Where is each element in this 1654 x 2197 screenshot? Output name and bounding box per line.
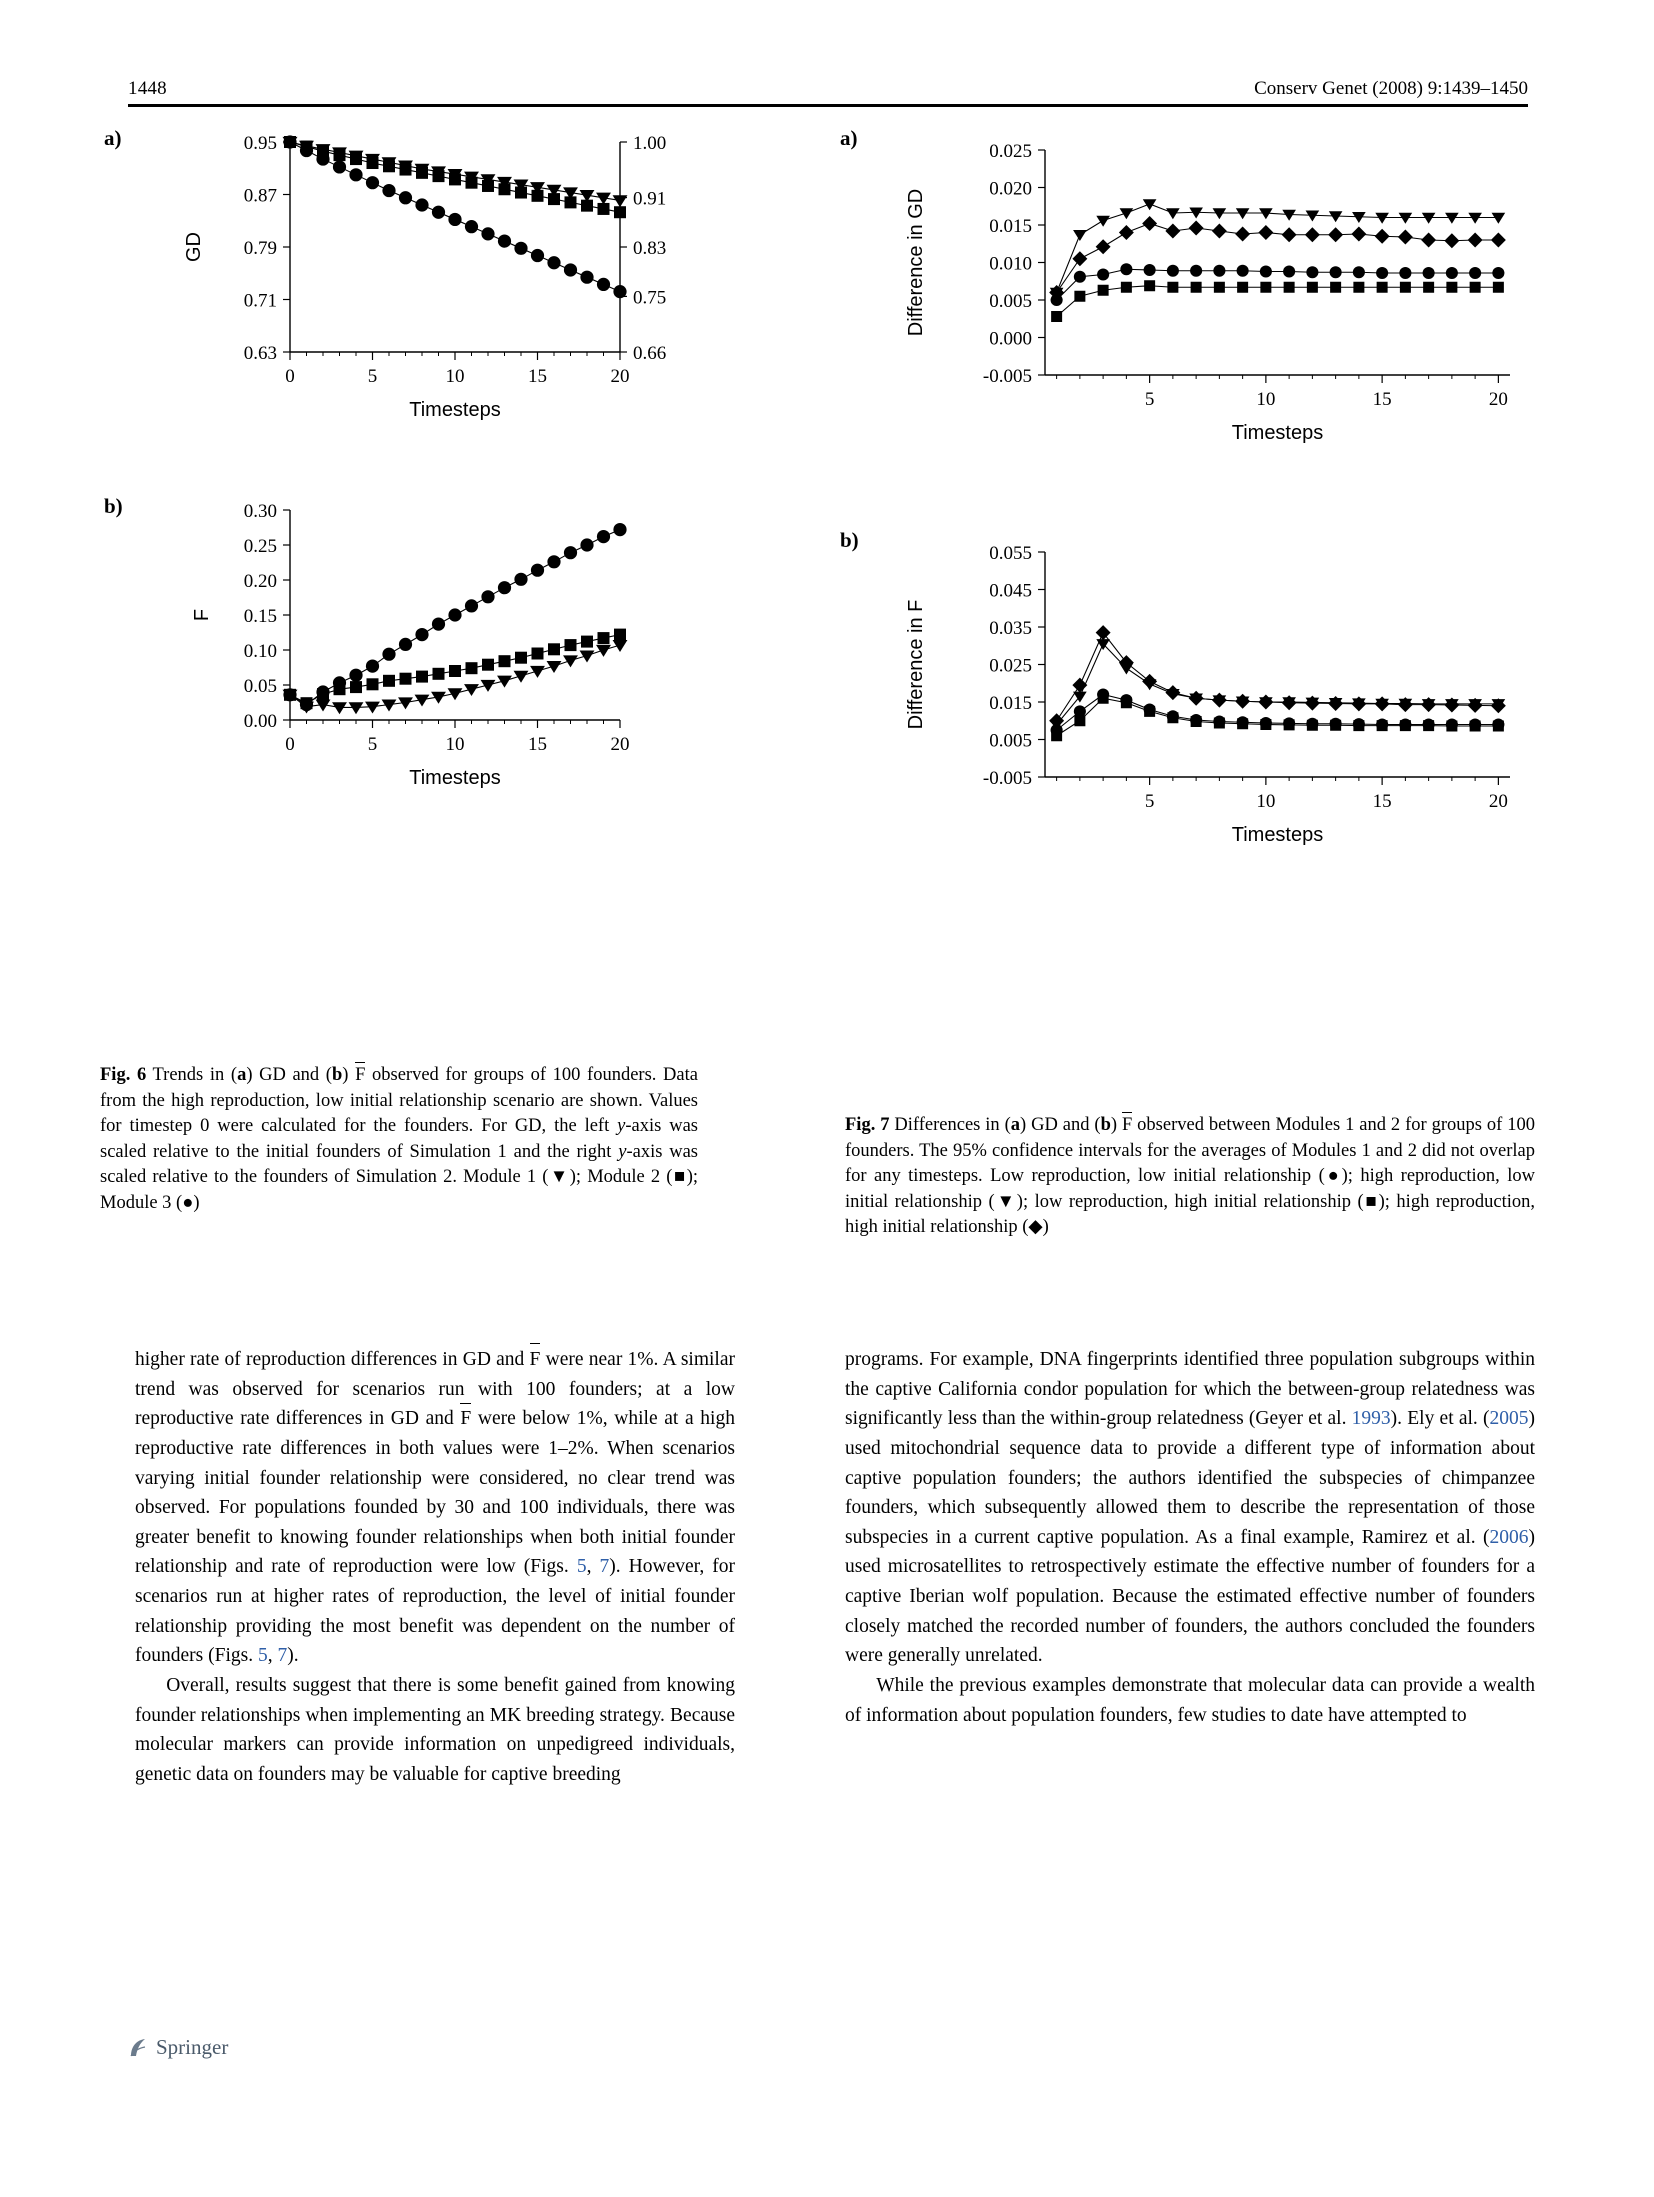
figure-6-block [100, 120, 790, 818]
svg-text:0.00: 0.00 [243, 711, 277, 732]
svg-text:0.025: 0.025 [989, 655, 1032, 677]
svg-text:15: 15 [1372, 791, 1392, 812]
svg-text:F: F [191, 608, 213, 622]
svg-text:15: 15 [1372, 389, 1392, 410]
page-number: 1448 [128, 78, 167, 99]
svg-text:0.79: 0.79 [243, 238, 277, 259]
svg-text:15: 15 [528, 366, 547, 387]
svg-text:0.75: 0.75 [633, 287, 667, 309]
svg-text:10: 10 [1256, 389, 1276, 410]
svg-text:0.000: 0.000 [989, 328, 1032, 350]
svg-text:0.91: 0.91 [633, 188, 667, 210]
fig6b-plot [100, 488, 790, 818]
fig7b-plot [840, 522, 1540, 882]
journal-reference: Conserv Genet (2008) 9:1439–1450 [1254, 78, 1528, 99]
svg-text:Timesteps: Timesteps [409, 767, 501, 789]
svg-text:0.035: 0.035 [989, 618, 1032, 639]
svg-text:5: 5 [1144, 389, 1155, 410]
svg-text:0.015: 0.015 [989, 216, 1032, 237]
svg-text:Timesteps: Timesteps [1231, 824, 1324, 846]
svg-text:20: 20 [1488, 791, 1508, 812]
svg-text:20: 20 [610, 734, 630, 755]
svg-text:0.010: 0.010 [989, 253, 1032, 275]
chart-fig6a [100, 120, 790, 450]
svg-text:0.015: 0.015 [989, 693, 1032, 714]
svg-text:0: 0 [285, 734, 295, 755]
svg-text:10: 10 [1256, 791, 1276, 812]
panel-letter-b: b) [104, 494, 123, 518]
svg-text:0.20: 0.20 [243, 571, 277, 592]
chart-fig7a [840, 120, 1540, 480]
figure-6-caption: Fig. 6 Trends in (a) GD and (b) F observed for groups of 100 founders. Data from the high reproduction, low initial relationship scenario are shown. Values for timestep 0 were calculated for the founders. For GD, the left y-axis was scaled relative to the initial founders of Simulation 1 and the right y-axis was scaled relative to the founders of Simulation 2. Module 1 (▼); Module 2 (■); Module 3 (●) [100, 1065, 698, 1213]
fig7a-plot [840, 120, 1540, 480]
svg-text:-0.005: -0.005 [982, 366, 1032, 387]
svg-text:5: 5 [367, 734, 378, 755]
svg-text:0.66: 0.66 [633, 343, 667, 364]
svg-text:0.045: 0.045 [989, 580, 1032, 602]
svg-text:0.63: 0.63 [243, 343, 277, 364]
svg-text:10: 10 [445, 734, 465, 755]
svg-text:5: 5 [367, 366, 378, 387]
chart-fig6b [100, 488, 790, 818]
svg-text:0.25: 0.25 [243, 536, 277, 557]
svg-text:20: 20 [610, 366, 630, 387]
svg-text:0.020: 0.020 [989, 178, 1032, 200]
svg-text:5: 5 [1144, 791, 1155, 812]
running-head [128, 78, 1528, 100]
svg-text:0.055: 0.055 [989, 543, 1032, 564]
svg-text:0.87: 0.87 [243, 185, 277, 207]
svg-text:Difference in F: Difference in F [905, 599, 927, 730]
svg-text:Timesteps: Timesteps [409, 399, 501, 421]
svg-text:0: 0 [285, 366, 295, 387]
svg-text:0.30: 0.30 [243, 501, 277, 522]
svg-text:0.10: 0.10 [243, 641, 277, 662]
body-text-left-column: higher rate of reproduction differences in GD and F were near 1%. A similar trend was observed for scenarios run with 100 founders; at a low reproductive rate differences in GD and F were below 1%, while at a high reproductive rate differences in both values were 1–2%. When scenarios varying initial founder relationship were considered, no clear trend was observed. For populations founded by 30 and 100 individuals, there was greater benefit to knowing founder relationships when both initial founder relationship and rate of reproduction were low (Figs. 5, 7). However, for scenarios run at higher rates of reproduction, the level of initial founder relationship providing the most benefit was dependent on the number of founders (Figs. 5, 7). Overall, results suggest that there is some benefit gained from knowing founder relationships when implementing an MK breeding strategy. Because molecular markers can provide information on unpedigreed individuals, genetic data on founders may be valuable for captive breeding [135, 1345, 735, 1789]
svg-text:0.025: 0.025 [989, 141, 1032, 162]
svg-text:0.83: 0.83 [633, 238, 667, 259]
svg-text:1.00: 1.00 [633, 133, 667, 154]
svg-text:Timesteps: Timesteps [1231, 422, 1324, 444]
publisher-name: Springer [156, 2035, 229, 2059]
chart-fig7b [840, 522, 1540, 882]
svg-text:0.95: 0.95 [243, 133, 277, 154]
panel-letter-a: a) [840, 126, 858, 150]
svg-text:0.71: 0.71 [243, 290, 277, 312]
panel-letter-a: a) [104, 126, 122, 150]
footer [128, 2035, 228, 2060]
svg-text:10: 10 [445, 366, 465, 387]
svg-text:20: 20 [1488, 389, 1508, 410]
figure-7-block [840, 120, 1540, 882]
header-rule [128, 104, 1528, 107]
body-text-right-column: programs. For example, DNA fingerprints identified three population subgroups within the captive California condor population for which the between-group relatedness was significantly less than the within-group relatedness (Geyer et al. 1993). Ely et al. (2005) used mitochondrial sequence data to provide a different type of information about captive population founders; the authors identified the subspecies of chimpanzee founders, which subsequently allowed them to describe the representation of those subspecies in a current captive population. As a final example, Ramirez et al. (2006) used microsatellites to retrospectively estimate the effective number of founders for a captive Iberian wolf population. Because the estimated effective number of founders closely matched the recorded number of founders, the authors concluded the founders were generally unrelated. While the previous examples demonstrate that molecular data can provide a wealth of information about population founders, few studies to date have attempted to [845, 1349, 1535, 1726]
figure-7-caption: Fig. 7 Differences in (a) GD and (b) F observed between Modules 1 and 2 for groups of 100 founders. The 95% confidence intervals for the averages of Modules 1 and 2 did not overlap for any timesteps. Low reproduction, low initial relationship (●); high reproduction, low initial relationship (▼); low reproduction, high initial relationship (■); high reproduction, high initial relationship (◆) [845, 1115, 1535, 1238]
springer-logo-icon [128, 2037, 148, 2059]
svg-text:GD: GD [183, 232, 205, 262]
svg-text:-0.005: -0.005 [982, 768, 1032, 789]
svg-text:15: 15 [528, 734, 547, 755]
svg-text:0.005: 0.005 [989, 730, 1032, 752]
fig6a-plot [100, 120, 790, 450]
svg-text:0.005: 0.005 [989, 291, 1032, 312]
svg-text:Difference in GD: Difference in GD [905, 188, 927, 337]
panel-letter-b: b) [840, 528, 859, 552]
svg-text:0.15: 0.15 [243, 606, 277, 627]
svg-text:0.05: 0.05 [243, 676, 277, 697]
